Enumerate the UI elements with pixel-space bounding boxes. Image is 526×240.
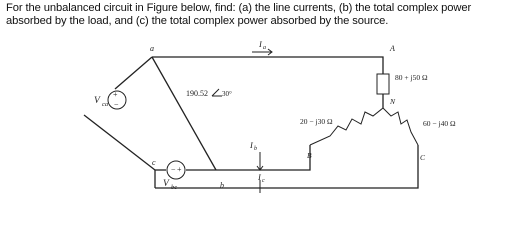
wire-a-to-vca [115, 57, 152, 89]
node-c: c [152, 158, 156, 167]
wire-vca-to-c [84, 115, 155, 170]
arrow-ia [252, 49, 272, 55]
label-ia-sub: a [263, 45, 266, 51]
label-vca: V [94, 96, 100, 106]
label-vca-sub: ca [102, 101, 109, 108]
label-vab-angle: 30° [222, 90, 232, 98]
svg-text:+: + [113, 90, 118, 99]
node-N: N [390, 97, 396, 106]
label-vbc-sub: bc [171, 184, 178, 191]
node-B: B [307, 151, 312, 160]
svg-text:−: − [171, 165, 176, 174]
angle-symbol [212, 89, 222, 96]
line-c-right [265, 145, 418, 188]
line-a [152, 57, 383, 74]
label-vab-value: 190.52 [186, 89, 208, 98]
arrow-ib [257, 152, 263, 170]
impedance-A [377, 74, 389, 94]
source-vca [108, 90, 126, 109]
node-C: C [420, 153, 426, 162]
problem-line-2: absorbed by the load, and (c) the total complex power absorbed by the source. [6, 15, 389, 27]
label-vbc: V [163, 179, 169, 189]
svg-text:+: + [177, 165, 182, 174]
load-wye [300, 44, 456, 162]
svg-text:−: − [114, 100, 119, 109]
label-ib: I [250, 140, 253, 150]
impedance-B [310, 108, 383, 145]
source-vbc [167, 161, 185, 179]
node-A: A [390, 44, 395, 53]
wire-a-to-b [152, 57, 216, 170]
value-load-B: 20 − j30 Ω [300, 117, 333, 126]
value-load-A: 80 + j50 Ω [395, 73, 428, 82]
label-ic-sub: c [262, 178, 265, 184]
source-delta [84, 44, 232, 191]
label-ib-sub: b [254, 146, 257, 152]
value-load-C: 60 − j40 Ω [423, 119, 456, 128]
node-b: b [220, 181, 224, 190]
label-ic: I [258, 172, 261, 182]
impedance-C [383, 108, 418, 145]
node-a: a [150, 44, 154, 53]
problem-line-1: For the unbalanced circuit in Figure below, find: (a) the line currents, (b) the total complex power [6, 2, 472, 14]
line-conductors [152, 57, 418, 188]
label-ia: I [259, 39, 262, 49]
